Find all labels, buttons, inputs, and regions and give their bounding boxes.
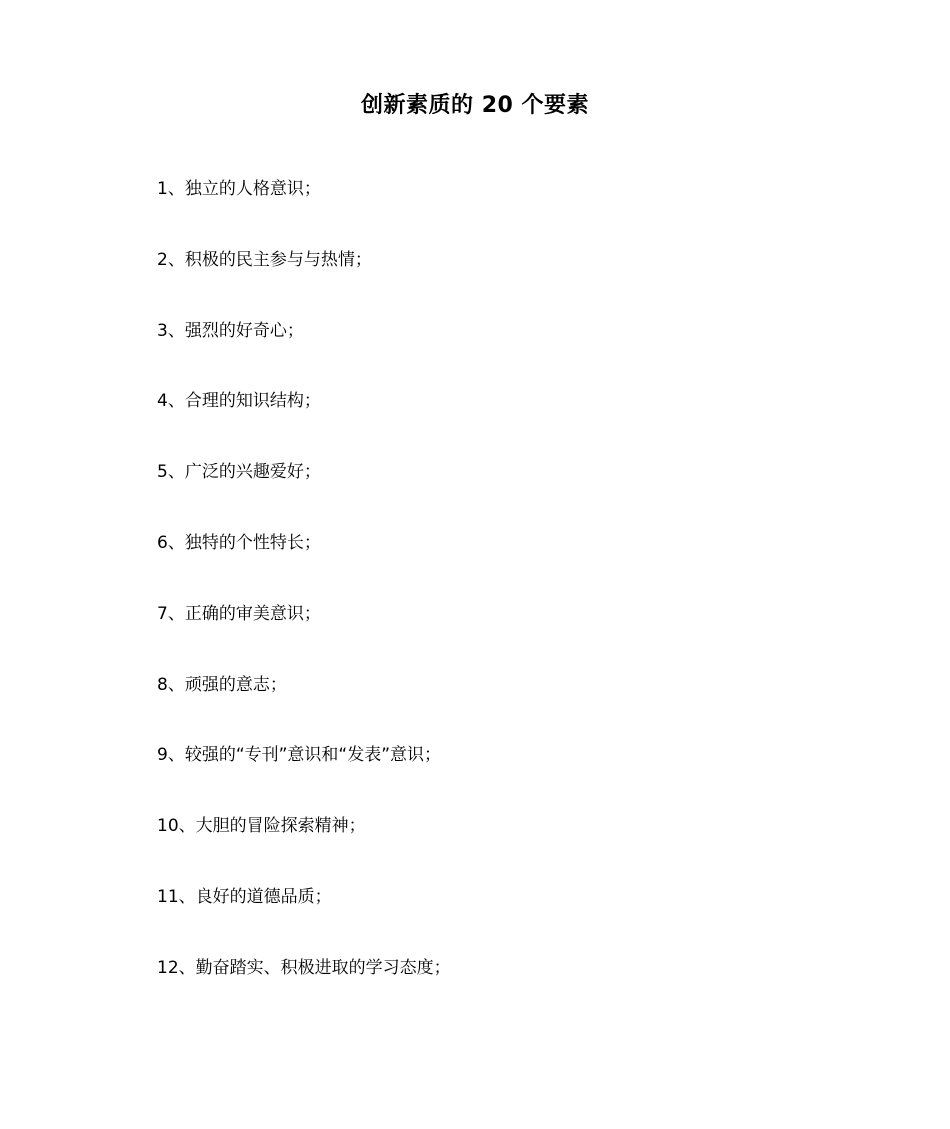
list-item: 4、合理的知识结构； [157,391,321,412]
list-item: 3、强烈的好奇心； [157,320,304,341]
list-item: 1、独立的人格意识； [157,179,321,199]
list-item: 11、良好的道德品质； [157,886,332,907]
list-item: 5、广泛的兴趣爱好； [157,462,321,483]
list-item: 9、较强的“专刊”意识和“发表”意识； [157,745,442,766]
list-item: 10、大胆的冒险探索精神； [157,816,366,837]
list-item: 8、顽强的意志； [157,674,287,695]
list-item: 6、独特的个性特长； [157,532,321,553]
list-item: 12、勤奋踏实、积极进取的学习态度； [157,957,451,978]
element-list [157,176,451,1026]
list-item: 7、正确的审美意识； [157,603,321,624]
page-title: 创新素质的 20 个要素 [361,93,589,118]
list-item: 2、积极的民主参与与热情； [157,249,372,270]
